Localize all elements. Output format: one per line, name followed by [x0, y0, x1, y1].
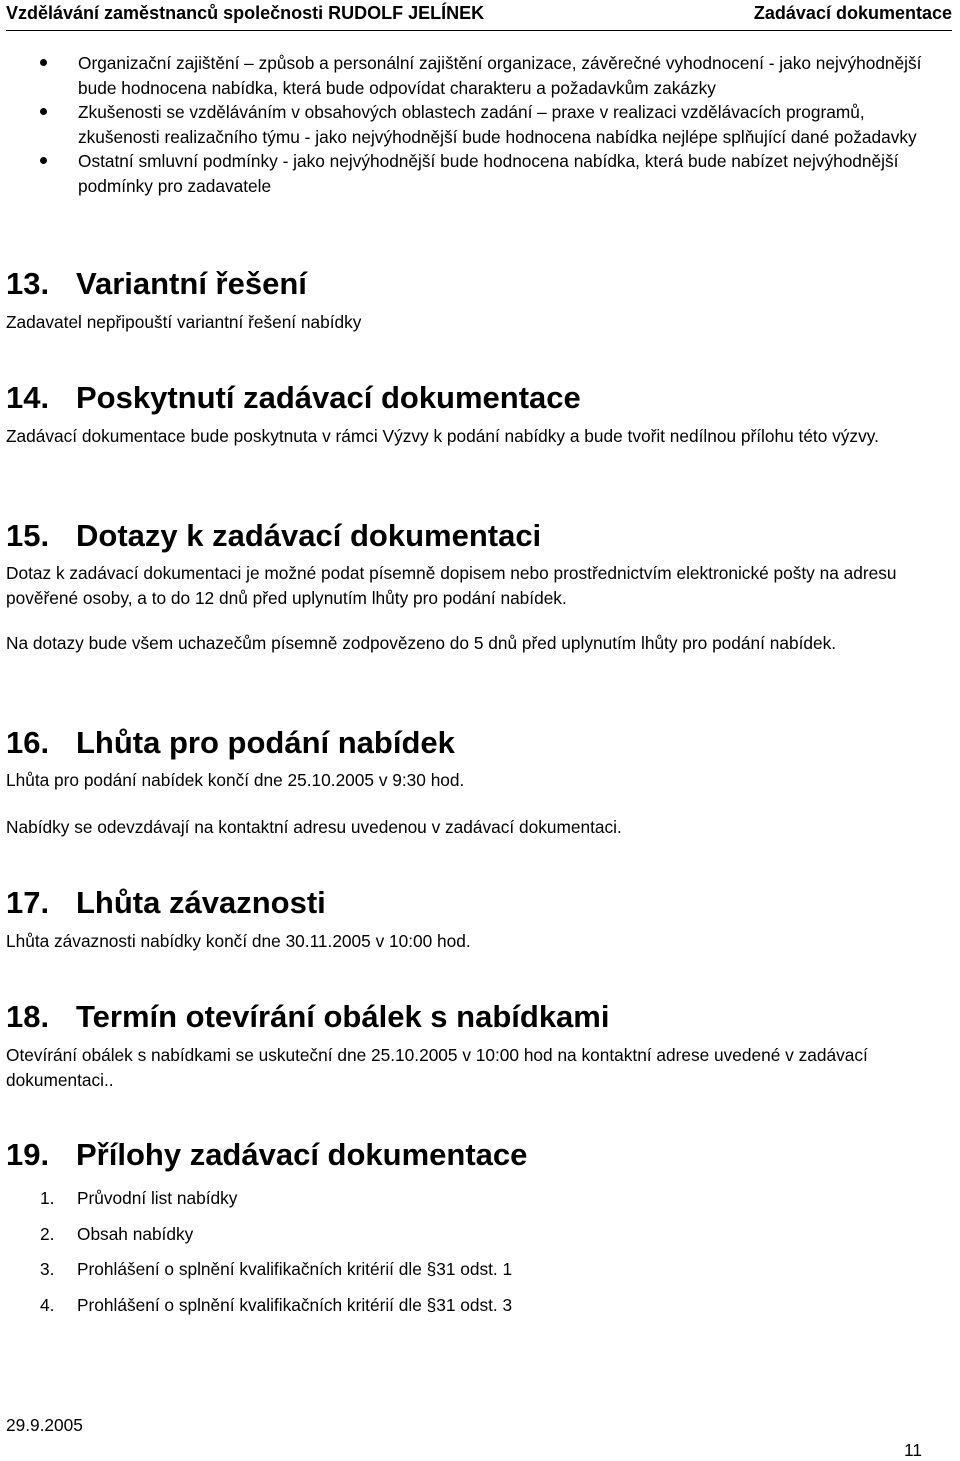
section-paragraph: Nabídky se odevzdávají na kontaktní adresu uvedenou v zadávací dokumentaci.: [6, 817, 622, 837]
section-number: 19.: [6, 1137, 50, 1172]
evaluation-criteria-list: [0, 51, 960, 198]
section-paragraph: Zadavatel nepřipouští variantní řešení nabídky: [6, 312, 362, 332]
item-text: Průvodní list nabídky: [77, 1188, 238, 1208]
list-item: Zkušenosti se vzděláváním v obsahových oblastech zadání – praxe v realizaci vzdělávacích programů, zkušenosti realizačního týmu - jako nejvýhodnější bude hodnocena nabídka nejlépe splňující dané požadavky: [0, 100, 960, 149]
item-text: Obsah nabídky: [77, 1223, 194, 1244]
section-title: Přílohy zadávací dokumentace: [76, 1137, 528, 1172]
attachments-list: [40, 1185, 512, 1327]
list-item: Organizační zajištění – způsob a personální zajištění organizace, závěrečné vyhodnocení - jako nejvýhodnější bude hodnocena nabídka, která bude odpovídat charakteru a požadavkům zakázky: [0, 51, 960, 100]
item-number: 3.: [40, 1259, 55, 1279]
page-header: [6, 0, 952, 31]
list-item: [40, 1185, 512, 1221]
section-paragraph: Na dotazy bude všem uchazečům písemně zodpovězeno do 5 dnů před uplynutím lhůty pro podání nabídek.: [6, 633, 837, 653]
section-heading: [6, 380, 581, 416]
section-title: Variantní řešení: [76, 266, 307, 301]
section-number: 14.: [6, 380, 50, 415]
bullet-icon: [40, 108, 47, 115]
section-heading: [6, 725, 455, 761]
section-heading: [6, 266, 307, 302]
header-organization: Vzdělávání zaměstnanců společnosti RUDOLF JELÍNEK: [6, 3, 485, 23]
section-number: 13.: [6, 266, 50, 301]
section-title: Lhůta závaznosti: [76, 885, 326, 920]
section-paragraph: Lhůta pro podání nabídek končí dne 25.10.2005 v 9:30 hod.: [6, 770, 465, 790]
section-number: 15.: [6, 518, 50, 553]
section-heading: [6, 999, 609, 1035]
section-paragraph: Zadávací dokumentace bude poskytnuta v rámci Výzvy k podání nabídky a bude tvořit nedílnou přílohu této výzvy.: [6, 426, 879, 446]
section-paragraph: Dotaz k zadávací dokumentaci je možné podat písemně dopisem nebo prostřednictvím elektronické pošty na adresu pověřené osoby, a to do 12 dnů před uplynutím lhůty pro podání nabídek.: [6, 563, 897, 608]
section-number: 16.: [6, 725, 50, 760]
item-number: 2.: [40, 1223, 55, 1244]
list-item: Ostatní smluvní podmínky - jako nejvýhodnější bude hodnocena nabídka, která bude nabízet nejvýhodnější podmínky pro zadavatele: [0, 149, 960, 198]
section-paragraph: Lhůta závaznosti nabídky končí dne 30.11.2005 v 10:00 hod.: [6, 931, 471, 951]
item-text: Prohlášení o splnění kvalifikačních kritérií dle §31 odst. 3: [77, 1294, 513, 1315]
item-number: 4.: [40, 1294, 55, 1315]
section-number: 17.: [6, 885, 50, 920]
section-title: Lhůta pro podání nabídek: [76, 725, 455, 760]
bullet-icon: [40, 59, 47, 66]
section-heading: [6, 1137, 527, 1173]
section-paragraph: Otevírání obálek s nabídkami se uskuteční dne 25.10.2005 v 10:00 hod na kontaktní adrese uvedené v zadávací dokumentaci..: [6, 1045, 868, 1090]
item-text: Prohlášení o splnění kvalifikačních kritérií dle §31 odst. 1: [77, 1259, 513, 1279]
section-title: Dotazy k zadávací dokumentaci: [76, 518, 542, 553]
section-number: 18.: [6, 999, 50, 1034]
list-item: [40, 1221, 512, 1257]
list-item: [40, 1292, 512, 1328]
header-document-title: Zadávací dokumentace: [753, 3, 952, 23]
section-title: Termín otevírání obálek s nabídkami: [76, 999, 610, 1034]
footer-date: 29.9.2005: [6, 1415, 83, 1435]
section-title: Poskytnutí zadávací dokumentace: [76, 380, 581, 415]
section-heading: [6, 885, 326, 921]
list-item: [40, 1256, 512, 1292]
bullet-icon: [40, 157, 47, 164]
page-number: 11: [904, 1440, 922, 1460]
item-number: 1.: [40, 1188, 55, 1208]
section-heading: [6, 518, 541, 554]
